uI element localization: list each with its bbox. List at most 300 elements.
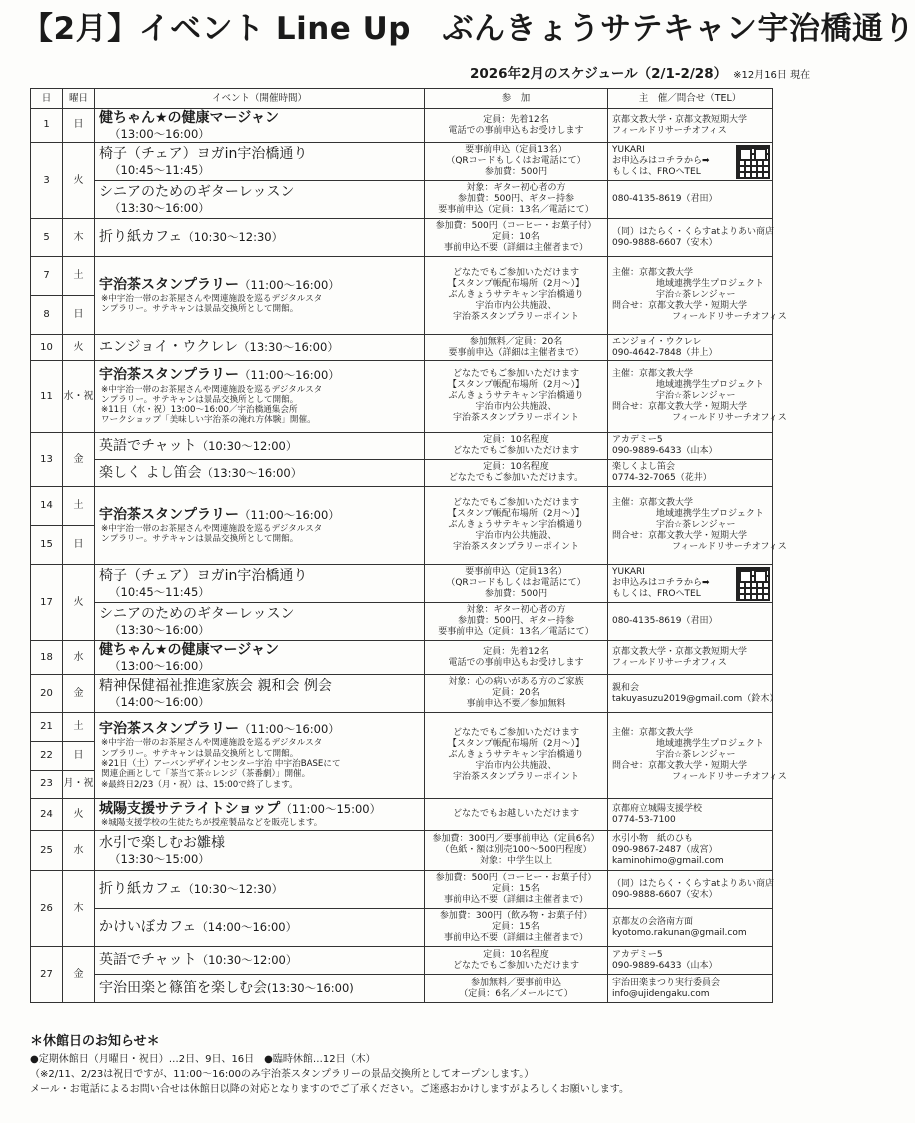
event-time: （10:30～12:00） (196, 953, 298, 968)
table-row (31, 565, 773, 603)
organizer-cell (608, 975, 773, 1003)
event-notes (99, 738, 420, 790)
cell-line: 要事前申込（定員13名） (465, 567, 567, 578)
cell-line: ※中宇治一帯のお茶屋さんや関連施設を巡るデジタルスタ (101, 738, 323, 749)
cell-line: アカデミー5 (612, 435, 663, 446)
table-row (31, 487, 773, 526)
cell-line: 定員：10名 (492, 232, 540, 243)
weekday-cell: 水・祝 (63, 361, 95, 433)
cell-line: 宇治市内公共施設、 (475, 402, 557, 413)
cell-line: 080-4135-8619（君田） (612, 194, 718, 205)
cell-line: 080-4135-8619（君田） (612, 616, 718, 627)
cell-line: ンプラリー。サテキャンは景品交換所として開館。 (101, 304, 299, 315)
cell-line: どなたでもご参加いただけます (452, 728, 579, 739)
cell-line: 参加費：300円／要事前申込（定員6名） (432, 834, 600, 845)
participation-cell (425, 675, 608, 713)
event-cell (95, 181, 425, 219)
event-time: （13:30～16:00） (201, 465, 303, 480)
cell-line: 定員：15名 (492, 884, 540, 895)
cell-line: お申込みはコチラから➡ (612, 578, 710, 589)
participation-cell (425, 257, 608, 335)
cell-line: 宇治茶スタンプラリーポイント (452, 772, 579, 783)
cell-line: 参加費：500円、ギター持参 (457, 616, 575, 627)
organizer-cell (608, 433, 773, 460)
participation-cell (425, 433, 608, 460)
cell-line: もしくは、FROへTEL (612, 589, 701, 600)
cell-line: 【スタンプ帳配布場所（2月～）】 (447, 509, 585, 520)
cell-line: 宇治☆茶レンジャー (656, 520, 736, 531)
event-cell (95, 975, 425, 1003)
organizer-cell (608, 487, 787, 565)
cell-line: 対象：ギター初心者の方 (466, 183, 566, 194)
cell-line: 定員：10名程度 (483, 949, 549, 960)
cell-line: 定員：先着12名 (483, 114, 549, 125)
organizer-cell (608, 181, 773, 219)
qr-code-icon[interactable] (736, 567, 770, 601)
organizer-cell (608, 603, 773, 641)
cell-line: 宇治市内公共施設、 (475, 531, 557, 542)
cell-line: ンプラリー。サテキャンは景品交換所として開館。 (101, 534, 299, 545)
event-notes (99, 294, 420, 315)
table-row (31, 181, 773, 219)
table-row (31, 143, 773, 181)
event-name: 宇治茶スタンプラリー (99, 721, 239, 738)
cell-line: 参加費：500円（コーヒー・お菓子付） (435, 873, 597, 884)
event-name: 椅子（チェア）ヨガin宇治橋通り (99, 146, 308, 163)
day-cell: 11 (31, 361, 63, 433)
event-time: （10:30～12:00） (196, 438, 298, 453)
weekday-cell: 火 (63, 335, 95, 361)
cell-line: 地域連携学生プロジェクト (656, 279, 764, 290)
event-time: （10:30～12:30） (182, 882, 284, 897)
cell-line: 宇治☆茶レンジャー (656, 750, 736, 761)
event-time: （13:30～16:00） (109, 623, 210, 638)
event-cell (95, 603, 425, 641)
cell-line: フィールドリサーチオフィス (672, 772, 787, 783)
cell-line: 問合せ：京都文教大学・短期大学 (612, 301, 748, 312)
cell-line: （色紙・額は別売100～500円程度） (440, 845, 592, 856)
table-row (31, 219, 773, 257)
weekday-cell: 日 (63, 526, 95, 565)
cell-line: 水引小物 紙のひも (612, 834, 694, 845)
event-time: （11:00～16:00） (239, 277, 340, 292)
cell-line: どなたでもお越しいただけます (452, 809, 579, 820)
cell-line: どなたでもご参加いただけます (452, 960, 579, 971)
header-participation: 参 加 (425, 89, 608, 109)
schedule-period: 2026年2月のスケジュール（2/1-2/28） (470, 66, 728, 82)
day-cell: 8 (31, 296, 63, 335)
participation-cell (425, 565, 608, 603)
cell-line: 問合せ：京都文教大学・短期大学 (612, 761, 748, 772)
day-cell: 27 (31, 947, 63, 1003)
as-of-date: ※12月16日 現在 (733, 70, 811, 81)
cell-line: ※11日（水・祝）13:00～16:00／宇治橋通集会所 (101, 405, 298, 416)
organizer-cell (608, 361, 787, 433)
event-name: 健ちゃん★の健康マージャン (99, 642, 279, 659)
cell-line: 定員：10名程度 (483, 462, 549, 473)
cell-line: YUKARI (612, 567, 645, 578)
notice-line-3: メール・お電話によるお問い合せは休館日以降の対応となりますのでご了承ください。ご迷惑おかけしますがよろしくお願いします。 (30, 1083, 629, 1095)
event-name: 楽しく よし笛会 (99, 464, 202, 481)
weekday-cell: 火 (63, 565, 95, 641)
event-name: かけいぼカフェ (99, 919, 197, 936)
header-dow: 曜日 (63, 89, 95, 109)
weekday-cell: 日 (63, 109, 95, 143)
cell-line: 090-9888-6607（安木） (612, 237, 718, 248)
event-cell (95, 219, 425, 257)
cell-line: 問合せ：京都文教大学・短期大学 (612, 531, 748, 542)
cell-line: 電話での事前申込もお受けします (448, 657, 584, 668)
cell-line: お申込みはコチラから➡ (612, 156, 710, 167)
organizer-cell (608, 257, 787, 335)
weekday-cell: 土 (63, 257, 95, 296)
cell-line: 宇治茶スタンプラリーポイント (452, 312, 579, 323)
cell-line: 京都府立城陽支援学校 (612, 803, 703, 814)
event-time: （11:00～16:00） (239, 722, 340, 737)
organizer-cell (608, 143, 773, 181)
cell-line: ぶんきょうサテキャン宇治橋通り (448, 520, 584, 531)
schedule-body (31, 109, 787, 1003)
cell-line: ぶんきょうサテキャン宇治橋通り (448, 391, 584, 402)
day-cell: 10 (31, 335, 63, 361)
organizer-cell (608, 947, 773, 975)
cell-line: ンプラリー。サテキャンは景品交換所として開館。 (101, 394, 299, 405)
cell-line: YUKARI (612, 145, 645, 156)
event-cell (95, 799, 425, 831)
weekday-cell: 日 (63, 741, 95, 770)
cell-line: ワークショップ「美味しい宇治茶の淹れ方体験」開催。 (101, 415, 316, 426)
cell-line: 参加費：300円（飲み物・お菓子付） (439, 911, 593, 922)
closure-notice (30, 1032, 780, 1097)
cell-line: 0774-32-7065（花井） (612, 473, 712, 484)
cell-line: 事前申込不要／参加無料 (466, 699, 566, 710)
notice-heading: ＊休館日のお知らせ＊ (30, 1034, 160, 1049)
organizer-cell (608, 219, 773, 257)
cell-line: 【スタンプ帳配布場所（2月～）】 (447, 739, 585, 750)
notice-line-2: （※2/11、2/23は祝日ですが、11:00～16:00のみ宇治茶スタンプラリーの景品交換所としてオープンします。） (30, 1068, 535, 1080)
cell-line: フィールドリサーチオフィス (672, 312, 787, 323)
event-time: （13:00～16:00） (109, 127, 210, 142)
weekday-cell: 火 (63, 143, 95, 219)
cell-line: kyotomo.rakunan@gmail.com (612, 927, 747, 938)
table-row (31, 947, 773, 975)
event-name: シニアのためのギターレッスン (99, 184, 295, 201)
qr-code-icon[interactable] (736, 145, 770, 179)
cell-line: 親和会 (612, 682, 640, 693)
organizer-cell (608, 831, 773, 871)
event-cell (95, 433, 425, 460)
cell-line: 事前申込不要（詳細は主催者まで） (443, 933, 588, 944)
cell-line: 京都文教大学・京都文教短期大学 (612, 646, 748, 657)
event-time: （13:30～15:00） (109, 852, 210, 867)
table-header-row (31, 89, 773, 109)
cell-line: 【スタンプ帳配布場所（2月～）】 (447, 279, 585, 290)
weekday-cell: 木 (63, 871, 95, 947)
cell-line: kaminohimo@gmail.com (612, 856, 724, 867)
participation-cell (425, 109, 608, 143)
cell-line: ※中宇治一帯のお茶屋さんや関連施設を巡るデジタルスタ (101, 293, 323, 304)
event-time: （11:00～16:00） (239, 507, 340, 522)
event-time: (13:30～16:00) (267, 981, 354, 996)
day-cell: 21 (31, 713, 63, 742)
participation-cell (425, 603, 608, 641)
cell-line: 0774-53-7100 (612, 814, 676, 825)
cell-line: どなたでもご参加いただけます (452, 268, 579, 279)
cell-line: ※城陽支援学校の生徒たちが授産製品などを販売します。 (101, 818, 323, 829)
cell-line: ぶんきょうサテキャン宇治橋通り (448, 290, 584, 301)
participation-cell (425, 181, 608, 219)
participation-cell (425, 335, 608, 361)
table-row (31, 675, 773, 713)
table-row (31, 831, 773, 871)
cell-line: （QRコードもしくはお電話にて） (446, 156, 586, 167)
weekday-cell: 水 (63, 641, 95, 675)
cell-line: （定員：6名／メールにて） (459, 988, 573, 999)
participation-cell (425, 871, 608, 909)
day-cell: 23 (31, 770, 63, 799)
table-row (31, 713, 773, 742)
event-cell (95, 109, 425, 143)
cell-line: 主催：京都文教大学 (612, 369, 694, 380)
organizer-cell (608, 909, 773, 947)
event-cell (95, 487, 425, 565)
organizer-cell (608, 460, 773, 487)
cell-line: 参加費：500円（コーヒー・お菓子付） (435, 221, 597, 232)
cell-line: 090-9888-6607（安木） (612, 889, 718, 900)
event-name: 宇治茶スタンプラリー (99, 276, 239, 293)
cell-line: 定員：20名 (492, 688, 540, 699)
event-cell (95, 460, 425, 487)
cell-line: 【スタンプ帳配布場所（2月～）】 (447, 380, 585, 391)
event-time: （11:00～16:00） (239, 368, 340, 383)
cell-line: 宇治田楽まつり実行委員会 (612, 977, 721, 988)
table-row (31, 909, 773, 947)
cell-line: 宇治茶スタンプラリーポイント (452, 542, 579, 553)
cell-line: 対象：心の病いがある方のご家族 (448, 677, 584, 688)
participation-cell (425, 947, 608, 975)
cell-line: ※中宇治一帯のお茶屋さんや関連施設を巡るデジタルスタ (101, 523, 323, 534)
event-time: （13:30～16:00） (109, 201, 210, 216)
cell-line: 京都友の会洛南方面 (612, 916, 694, 927)
event-cell (95, 909, 425, 947)
cell-line: （QRコードもしくはお電話にて） (446, 578, 586, 589)
weekday-cell: 金 (63, 947, 95, 1003)
event-name: シニアのためのギターレッスン (99, 606, 295, 623)
event-name: 健ちゃん★の健康マージャン (99, 110, 279, 126)
event-time: （14:00～16:00） (196, 920, 298, 935)
table-row (31, 975, 773, 1003)
cell-line: 楽しくよし笛会 (612, 462, 676, 473)
cell-line: ンプラリー。サテキャンは景品交換所として開館。 (101, 748, 299, 759)
event-time: （13:00～16:00） (109, 659, 210, 674)
cell-line: エンジョイ・ウクレレ (612, 336, 702, 347)
cell-line: アカデミー5 (612, 949, 663, 960)
day-cell: 20 (31, 675, 63, 713)
participation-cell (425, 713, 608, 799)
event-time: （10:30～12:30） (182, 230, 284, 245)
event-cell (95, 143, 425, 181)
event-cell (95, 871, 425, 909)
cell-line: もしくは、FROへTEL (612, 167, 701, 178)
table-row (31, 799, 773, 831)
participation-cell (425, 975, 608, 1003)
organizer-cell (608, 675, 779, 713)
weekday-cell: 土 (63, 713, 95, 742)
event-name: 折り紙カフェ (99, 881, 183, 898)
cell-line: （同）はたらく・くらすatよりあい商店 (612, 226, 775, 237)
participation-cell (425, 361, 608, 433)
cell-line: フィールドリサーチオフィス (672, 542, 787, 553)
day-cell: 18 (31, 641, 63, 675)
cell-line: 参加無料／定員：20名 (469, 336, 563, 347)
weekday-cell: 日 (63, 296, 95, 335)
cell-line: 参加費：500円、ギター持参 (457, 194, 575, 205)
organizer-cell (608, 799, 773, 831)
day-cell: 5 (31, 219, 63, 257)
event-time: （10:45～11:45） (109, 163, 210, 178)
cell-line: 定員：15名 (492, 922, 540, 933)
event-name: 英語でチャット (99, 437, 197, 454)
event-cell (95, 947, 425, 975)
weekday-cell: 金 (63, 675, 95, 713)
event-cell (95, 831, 425, 871)
event-name: 宇治茶スタンプラリー (99, 367, 239, 384)
participation-cell (425, 831, 608, 871)
cell-line: takuyasuzu2019@gmail.com（鈴木） (612, 693, 779, 704)
cell-line: どなたでもご参加いただけます (452, 498, 579, 509)
weekday-cell: 月・祝 (63, 770, 95, 799)
weekday-cell: 水 (63, 831, 95, 871)
day-cell: 17 (31, 565, 63, 641)
day-cell: 26 (31, 871, 63, 947)
cell-line: フィールドリサーチオフィス (672, 413, 787, 424)
participation-cell (425, 143, 608, 181)
cell-line: 問合せ：京都文教大学・短期大学 (612, 402, 748, 413)
participation-cell (425, 641, 608, 675)
event-time: （10:45～11:45） (109, 585, 210, 600)
cell-line: 宇治市内公共施設、 (475, 761, 557, 772)
cell-line: 要事前申込（詳細は主催者まで） (448, 347, 584, 358)
weekday-cell: 土 (63, 487, 95, 526)
day-cell: 14 (31, 487, 63, 526)
cell-line: 宇治茶スタンプラリーポイント (452, 413, 579, 424)
cell-line: 対象：中学生以上 (479, 856, 552, 867)
organizer-cell (608, 871, 773, 909)
cell-line: 地域連携学生プロジェクト (656, 380, 764, 391)
event-cell (95, 335, 425, 361)
day-cell: 24 (31, 799, 63, 831)
table-row (31, 433, 773, 460)
cell-line: 事前申込不要（詳細は主催者まで） (443, 243, 588, 254)
cell-line: （同）はたらく・くらすatよりあい商店 (612, 878, 775, 889)
cell-line: 事前申込不要（詳細は主催者まで） (443, 895, 588, 906)
event-cell (95, 713, 425, 799)
event-name: 宇治田楽と篠笛を楽しむ会 (99, 980, 267, 997)
cell-line: フィールドリサーチオフィス (612, 657, 727, 668)
schedule-subtitle (470, 62, 810, 82)
cell-line: 主催：京都文教大学 (612, 498, 694, 509)
page-title: 【2月】イベント Line Up ぶんきょうサテキャン宇治橋通り (22, 11, 915, 47)
event-name: 英語でチャット (99, 952, 197, 969)
cell-line: 宇治☆茶レンジャー (656, 391, 736, 402)
day-cell: 13 (31, 433, 63, 487)
table-row (31, 335, 773, 361)
weekday-cell: 火 (63, 799, 95, 831)
table-row (31, 109, 773, 143)
header-organizer: 主 催／問合せ（TEL） (608, 89, 773, 109)
organizer-cell (608, 713, 787, 799)
table-row (31, 871, 773, 909)
event-name: 精神保健福祉推進家族会 親和会 例会 (99, 678, 332, 695)
cell-line: 090-9889-6433（山本） (612, 446, 718, 457)
table-row (31, 603, 773, 641)
cell-line: info@ujidengaku.com (612, 988, 710, 999)
event-name: 城陽支援サテライトショップ (99, 800, 281, 817)
cell-line: 京都文教大学・京都文教短期大学 (612, 114, 748, 125)
cell-line: 090-9889-6433（山本） (612, 960, 718, 971)
cell-line: 定員：先着12名 (483, 646, 549, 657)
participation-cell (425, 799, 608, 831)
event-name: 宇治茶スタンプラリー (99, 506, 239, 523)
table-row (31, 460, 773, 487)
event-name: エンジョイ・ウクレレ (99, 339, 239, 356)
organizer-cell (608, 335, 773, 361)
cell-line: 主催：京都文教大学 (612, 728, 694, 739)
organizer-cell (608, 641, 773, 675)
event-name: 折り紙カフェ (99, 229, 183, 246)
event-time: （11:00～15:00） (280, 801, 382, 816)
cell-line: 主催：京都文教大学 (612, 268, 694, 279)
cell-line: ※最終日2/23（月・祝）は、15:00で終了します。 (101, 779, 298, 790)
day-cell: 22 (31, 741, 63, 770)
event-time: （14:00～16:00） (109, 695, 210, 710)
participation-cell (425, 487, 608, 565)
cell-line: 090-4642-7848（井上） (612, 347, 718, 358)
cell-line: ぶんきょうサテキャン宇治橋通り (448, 750, 584, 761)
table-row (31, 641, 773, 675)
cell-line: 関連企画として「茶当て茶☆レンジ（茶番劇）」開催。 (101, 769, 311, 780)
cell-line: どなたでもご参加いただけます (452, 369, 579, 380)
weekday-cell: 金 (63, 433, 95, 487)
cell-line: どなたでもご参加いただけます。 (448, 473, 584, 484)
cell-line: 要事前申込（定員：13名／電話にて） (438, 627, 594, 638)
event-notes (99, 818, 420, 828)
event-time: （13:30～16:00） (238, 340, 339, 355)
cell-line: 要事前申込（定員：13名／電話にて） (438, 205, 594, 216)
day-cell: 25 (31, 831, 63, 871)
event-notes (99, 524, 420, 545)
cell-line: 地域連携学生プロジェクト (656, 509, 764, 520)
cell-line: 090-9867-2487（成宮） (612, 845, 718, 856)
cell-line: 参加費：500円 (484, 167, 548, 178)
organizer-cell (608, 565, 773, 603)
event-cell (95, 361, 425, 433)
cell-line: 対象：ギター初心者の方 (466, 605, 566, 616)
participation-cell (425, 460, 608, 487)
cell-line: ※21日（土）アーバンデザインセンター宇治 中宇治BASEにて (101, 759, 341, 770)
participation-cell (425, 909, 608, 947)
cell-line: フィールドリサーチオフィス (612, 125, 727, 136)
event-name: 水引で楽しむお雛様 (99, 835, 225, 852)
header-day: 日 (31, 89, 63, 109)
cell-line: 宇治市内公共施設、 (475, 301, 557, 312)
day-cell: 7 (31, 257, 63, 296)
schedule-table (30, 88, 787, 1003)
event-name: 椅子（チェア）ヨガin宇治橋通り (99, 568, 308, 585)
cell-line: 電話での事前申込もお受けします (448, 125, 584, 136)
cell-line: 参加費：500円 (484, 589, 548, 600)
cell-line: 要事前申込（定員13名） (465, 145, 567, 156)
